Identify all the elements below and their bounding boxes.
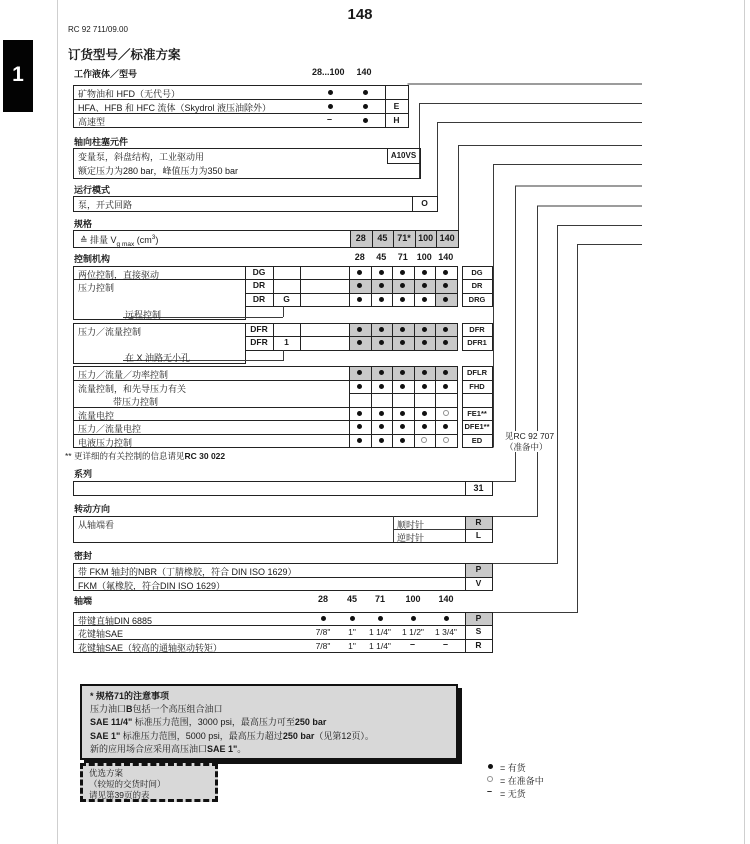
preferred-box-line: 优选方案 (89, 768, 124, 778)
see-reference-line1: 见RC 92 707 (505, 431, 555, 441)
row-label: 带 FKM 轴封的NBR（丁腈橡胶，符合 DIN ISO 1629） (78, 567, 297, 577)
text-segment: RC 30 022 (184, 451, 226, 461)
note-line (90, 716, 448, 729)
table-cell (273, 323, 301, 338)
document-reference: RC 92 711/09.00 (68, 25, 128, 34)
size-71-note-box (80, 684, 458, 760)
text-segment: 压力油口 (90, 704, 127, 715)
code-cell-label: P (475, 564, 482, 574)
text-segment: 。 (237, 743, 247, 754)
table-cell (300, 279, 350, 294)
sub-code-cell: DR (252, 293, 266, 304)
controls-section-label: 控制机构 (74, 254, 111, 264)
availability-dot (378, 616, 383, 621)
availability-dot (357, 384, 362, 389)
shaft-size-value: 7/8" (315, 640, 331, 651)
size-value: 140 (439, 233, 455, 243)
text-segment: 250 bar (282, 730, 315, 741)
code-cell-label: DFR1 (467, 338, 487, 347)
table-cell (73, 113, 386, 128)
not-available-dash: – (327, 114, 333, 124)
sub-option-connector (283, 306, 284, 317)
column-header: 71 (374, 594, 385, 604)
table-cell (273, 266, 301, 281)
page-title: 订货型号／标准方案 (68, 48, 181, 62)
text-segment: 标准压力范围，5000 psi，最高压力超过 (122, 730, 283, 741)
availability-dot (422, 327, 427, 332)
code-cell-label: O (421, 198, 428, 208)
row-label: 压力／流量／功率控制 (78, 370, 169, 380)
text-segment: 包括一个高压组合油口 (132, 704, 223, 715)
code-cell-label: DRG (468, 294, 486, 304)
text-segment: SAE 1" (207, 743, 238, 754)
code-cell-label: DFE1** (464, 422, 490, 431)
legend-text: = 有货 (500, 763, 526, 773)
availability-dot (422, 283, 427, 288)
in-preparation-dot (443, 437, 449, 443)
size-value: 100 (418, 233, 434, 243)
not-available-dash: – (443, 639, 449, 650)
column-header: 100 (405, 594, 421, 604)
counterclockwise-label: 逆时针 (397, 533, 425, 543)
size-value: 71* (397, 233, 411, 243)
availability-dot (443, 327, 448, 332)
code-cell-label: DFLR (467, 368, 487, 377)
availability-dot (488, 764, 493, 769)
row-label: 流量控制，和先导压力有关 (78, 383, 187, 394)
series-section-label: 系列 (74, 469, 93, 479)
row-label: 花键轴SAE（较高的通轴驱动转矩） (78, 642, 223, 653)
column-header: 140 (438, 252, 454, 262)
shaft-size-value: 1 3/4" (435, 627, 457, 638)
sub-option-label: 在 X 油路无小孔 (125, 353, 191, 363)
shaft-size-value: 7/8" (315, 627, 331, 638)
controls-footnote (65, 450, 225, 462)
table-cell (300, 323, 350, 338)
row-label: 两位控制，直接驱动 (78, 269, 160, 280)
code-cell-label: L (475, 530, 482, 540)
shaft-size-value: 1" (348, 640, 356, 651)
availability-dot (443, 297, 448, 302)
table-cell (414, 393, 437, 408)
row-label: 花键轴SAE (78, 629, 124, 640)
column-header: 140 (438, 594, 454, 604)
row-label: 电液压力控制 (78, 437, 133, 448)
availability-dot (379, 411, 384, 416)
note-line (90, 743, 448, 756)
row-label: HFA、HFB 和 HFC 流体（Skydrol 液压油除外） (78, 103, 272, 113)
code-cell-label: H (393, 115, 400, 125)
column-header: 140 (356, 67, 372, 77)
text-segment: （见第12页）。 (314, 730, 374, 741)
sub-code-cell: DG (252, 266, 266, 277)
text-segment: ** 更详细的有关控制的信息请见 (65, 451, 185, 461)
availability-dot (422, 384, 427, 389)
column-header: 28...100 (312, 67, 345, 77)
sub-code-cell: G (283, 293, 290, 304)
table-cell (300, 293, 350, 308)
availability-dot (379, 438, 384, 443)
row-label: 额定压力为280 bar，峰值压力为350 bar (78, 166, 239, 176)
availability-dot (411, 616, 416, 621)
availability-dot (400, 270, 405, 275)
preferred-program-box (80, 763, 218, 802)
text-segment: 3 (151, 234, 156, 241)
row-label: 矿物油和 HFD（无代号） (78, 89, 180, 99)
code-cell-label: S (475, 626, 482, 637)
legend-text: = 在准备中 (500, 776, 544, 786)
availability-dot (379, 297, 384, 302)
availability-dot (400, 297, 405, 302)
sub-code-cell: DFR (250, 337, 268, 347)
availability-dot (400, 411, 405, 416)
availability-dot (422, 270, 427, 275)
code-cell-label: V (475, 577, 482, 588)
shaft-size-value: 1" (348, 627, 356, 638)
availability-dot (363, 90, 368, 95)
size-value: 45 (377, 233, 388, 243)
availability-dot (357, 411, 362, 416)
row-label: 带压力控制 (113, 397, 159, 407)
availability-dot (422, 411, 427, 416)
row-label: 泵，开式回路 (78, 200, 133, 210)
availability-dot (328, 90, 333, 95)
fluid-section-label: 工作液体／型号 (74, 69, 138, 79)
legend-text: = 无货 (500, 789, 526, 799)
text-segment: B (126, 704, 133, 715)
column-header: 71 (397, 252, 408, 262)
text-segment: SAE 11/4" (90, 717, 135, 728)
table-cell (392, 393, 415, 408)
row-label: FKM（氟橡胶，符合DIN ISO 1629） (78, 580, 226, 591)
availability-dot (379, 424, 384, 429)
availability-dot (400, 327, 405, 332)
availability-dot (328, 104, 333, 109)
note-line (90, 703, 448, 716)
code-cell-label: R (475, 639, 482, 650)
operation-section-label: 运行模式 (74, 185, 111, 195)
availability-dot (379, 283, 384, 288)
preferred-box-line: （较短的交货时间） (89, 779, 166, 789)
availability-dot (422, 424, 427, 429)
availability-dot (363, 118, 368, 123)
column-header: 100 (416, 252, 432, 262)
availability-dot (379, 340, 384, 345)
in-preparation-dot (443, 410, 449, 416)
size-value: 28 (355, 233, 366, 243)
series-code: 31 (473, 483, 484, 493)
text-segment: 新的应用场合应采用高压油口 (90, 743, 208, 754)
text-segment: 标准压力范围，3000 psi，最高压力可至 (134, 717, 295, 728)
availability-dot (379, 327, 384, 332)
rotation-section-label: 转动方向 (74, 504, 111, 514)
code-cell-label: R (475, 517, 482, 527)
availability-dot (363, 104, 368, 109)
clockwise-label: 顺时针 (397, 520, 425, 530)
column-header: 45 (346, 594, 357, 604)
in-preparation-dot (487, 776, 493, 782)
sub-code-cell: 1 (284, 337, 289, 347)
see-reference-line2: （准备中） (505, 441, 548, 452)
sub-code-cell: DR (252, 280, 266, 290)
text-segment: 250 bar (294, 717, 327, 728)
table-cell (273, 279, 301, 294)
sub-option-connector (283, 350, 284, 361)
table-cell (300, 266, 350, 281)
availability-dot (443, 270, 448, 275)
code-cell-label: A10VS (390, 151, 417, 160)
note-line (90, 690, 448, 703)
availability-dot (422, 340, 427, 345)
availability-dot (357, 327, 362, 332)
column-header: 28 (317, 594, 328, 604)
availability-dot (379, 384, 384, 389)
text-segment: * 规格71的注意事项 (90, 691, 170, 701)
note-line (90, 730, 448, 743)
availability-dot (350, 616, 355, 621)
page-number: 148 (347, 6, 373, 23)
code-cell-label: P (475, 613, 482, 623)
text-segment: ≙ 排量 V (80, 235, 117, 245)
row-label: 高速型 (78, 117, 106, 127)
code-cell-label: FHD (469, 381, 485, 391)
text-segment: (cm (134, 235, 152, 245)
table-cell (300, 336, 350, 351)
table-cell (73, 407, 350, 422)
row-label: 变量泵，斜盘结构，工业驱动用 (78, 152, 205, 162)
availability-dot (357, 270, 362, 275)
availability-dot (357, 438, 362, 443)
row-label: 压力／流量控制 (78, 326, 142, 337)
text-segment: SAE 1" (90, 730, 123, 741)
sub-code-cell: DFR (250, 323, 268, 334)
table-cell (385, 85, 409, 100)
availability-dot (321, 616, 326, 621)
code-cell-label: DG (471, 267, 483, 277)
text-segment: ) (155, 235, 159, 245)
unit-section-label: 轴向柱塞元件 (74, 137, 129, 147)
availability-dot (379, 370, 384, 375)
table-cell (462, 393, 493, 408)
text-segment: g max (116, 240, 135, 248)
code-cell-label: E (393, 101, 400, 111)
column-header: 45 (376, 252, 387, 262)
size-row-label (80, 233, 158, 248)
availability-dot (422, 370, 427, 375)
table-cell (435, 393, 458, 408)
column-header: 28 (354, 252, 365, 262)
code-cell-label: DR (471, 281, 483, 290)
shaft-section-label: 轴端 (74, 596, 93, 606)
availability-dot (422, 297, 427, 302)
row-label: 压力控制 (78, 283, 115, 293)
availability-dot (400, 438, 405, 443)
chapter-tab: 1 (3, 40, 33, 112)
shaft-size-value: 1 1/2" (402, 627, 424, 638)
preferred-box-line: 请见第39页的表 (89, 790, 150, 800)
row-label: 压力／流量电控 (78, 424, 142, 434)
table-cell (371, 393, 394, 408)
not-available-dash: – (410, 639, 416, 650)
size-section-label: 规格 (74, 219, 93, 229)
availability-dot (443, 384, 448, 389)
seals-section-label: 密封 (74, 551, 93, 561)
availability-dot (379, 270, 384, 275)
row-label: 带键直轴DIN 6885 (78, 616, 153, 626)
not-available-dash: – (487, 786, 493, 796)
shaft-size-value: 1 1/4" (369, 640, 391, 651)
availability-dot (357, 297, 362, 302)
sub-option-label: 远程控制 (125, 309, 162, 320)
availability-dot (400, 384, 405, 389)
table-cell (73, 481, 466, 496)
see-reference-note (503, 431, 556, 452)
row-label: 从轴端看 (78, 520, 115, 530)
row-label: 流量电控 (78, 410, 115, 421)
table-cell (349, 393, 372, 408)
code-cell-label: FE1** (467, 408, 487, 418)
availability-dot (444, 616, 449, 621)
shaft-size-value: 1 1/4" (369, 627, 391, 638)
code-cell-label: DFR (469, 324, 485, 334)
code-cell-label: ED (471, 435, 483, 445)
